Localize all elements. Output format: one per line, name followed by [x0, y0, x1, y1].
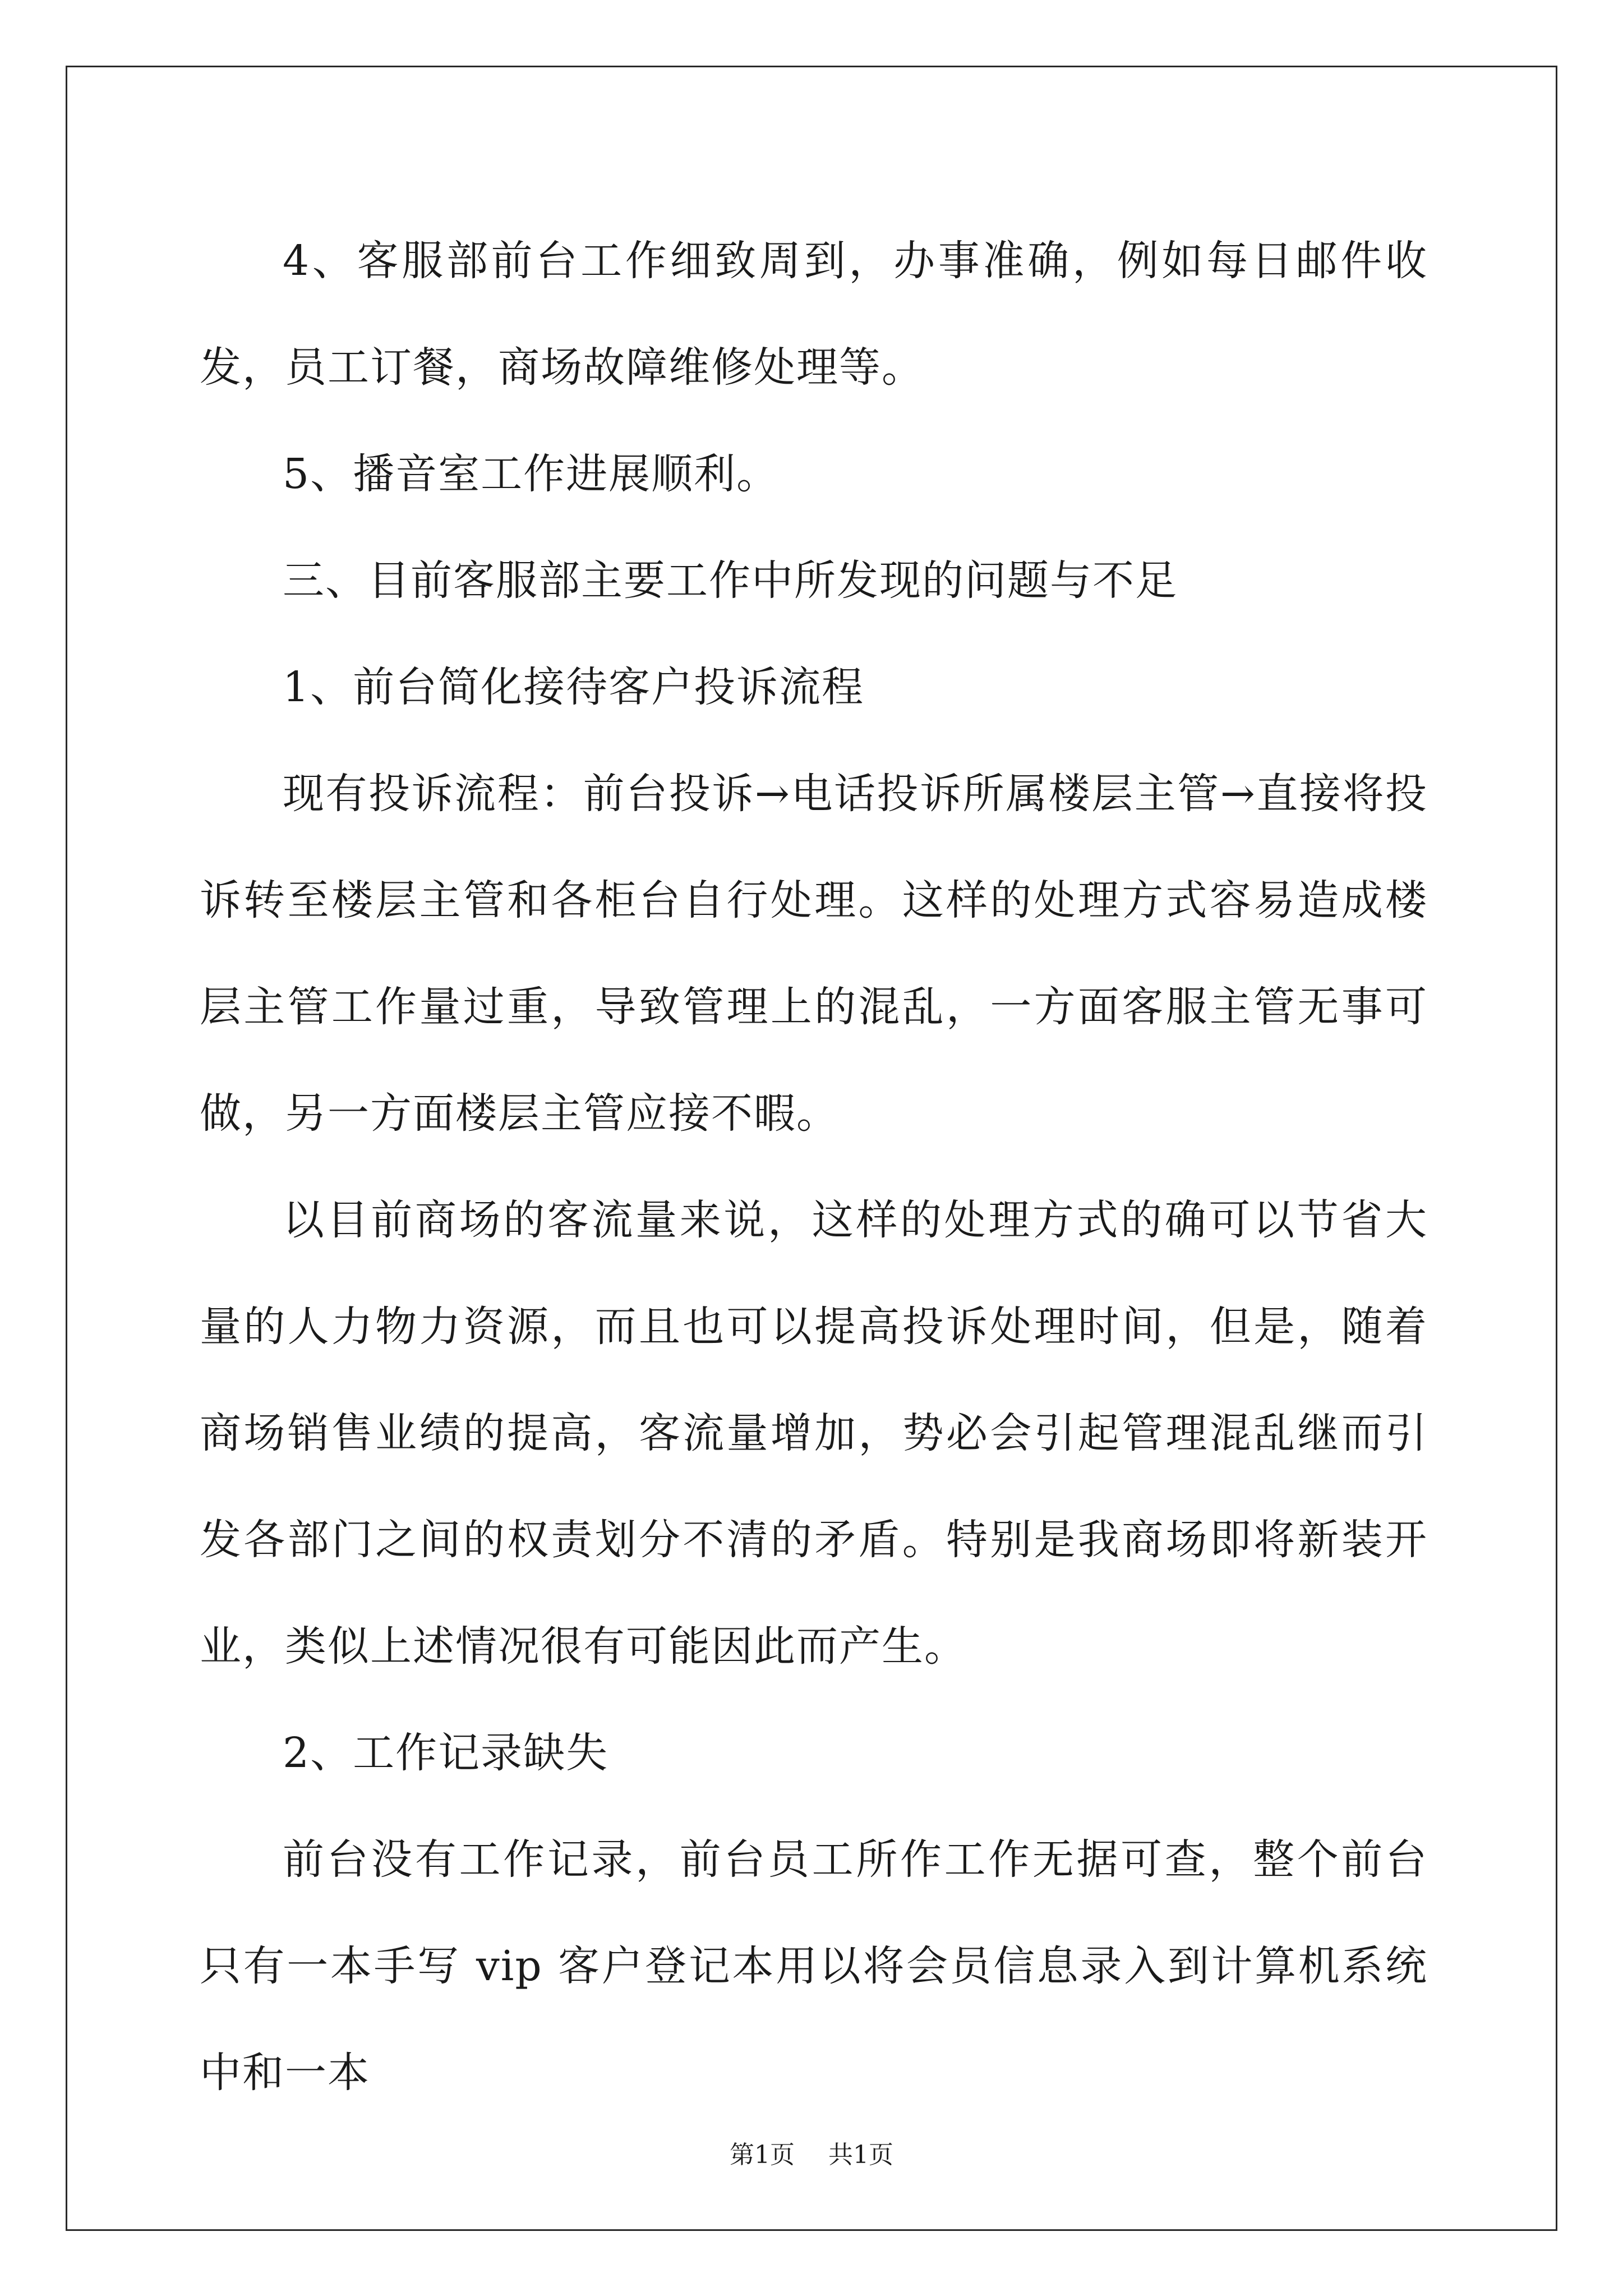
page-total: 共1页	[828, 2141, 893, 2169]
page-number: 第1页	[730, 2141, 795, 2169]
paragraph-5: 前台没有工作记录，前台员工所作工作无据可查，整个前台只有一本手写 vip 客户登记本用以将会员信息录入到计算机系统中和一本	[200, 1835, 1428, 2097]
document-body	[200, 208, 1428, 2126]
page-footer	[0, 2134, 1623, 2170]
section-heading: 三、目前客服部主要工作中所发现的问题与不足	[283, 556, 1178, 605]
paragraph-1: 4、客服部前台工作细致周到，办事准确，例如每日邮件收发，员工订餐，商场故障维修处理等。	[200, 237, 1428, 392]
subheading-2: 2、工作记录缺失	[283, 1729, 609, 1777]
paragraph-3: 现有投诉流程：前台投诉→电话投诉所属楼层主管→直接将投诉转至楼层主管和各柜台自行处理。这样的处理方式容易造成楼层主管工作量过重，导致管理上的混乱，一方面客服主管无事可做，另一方面楼层主管应接不暇。	[200, 770, 1428, 1138]
paragraph-4: 以目前商场的客流量来说，这样的处理方式的确可以节省大量的人力物力资源，而且也可以提高投诉处理时间，但是，随着商场销售业绩的提高，客流量增加，势必会引起管理混乱继而引发各部门之间的权责划分不清的矛盾。特别是我商场即将新装开业，类似上述情况很有可能因此而产生。	[200, 1196, 1428, 1671]
subheading-1: 1、前台简化接待客户投诉流程	[283, 663, 865, 711]
paragraph-2: 5、播音室工作进展顺利。	[283, 450, 780, 498]
